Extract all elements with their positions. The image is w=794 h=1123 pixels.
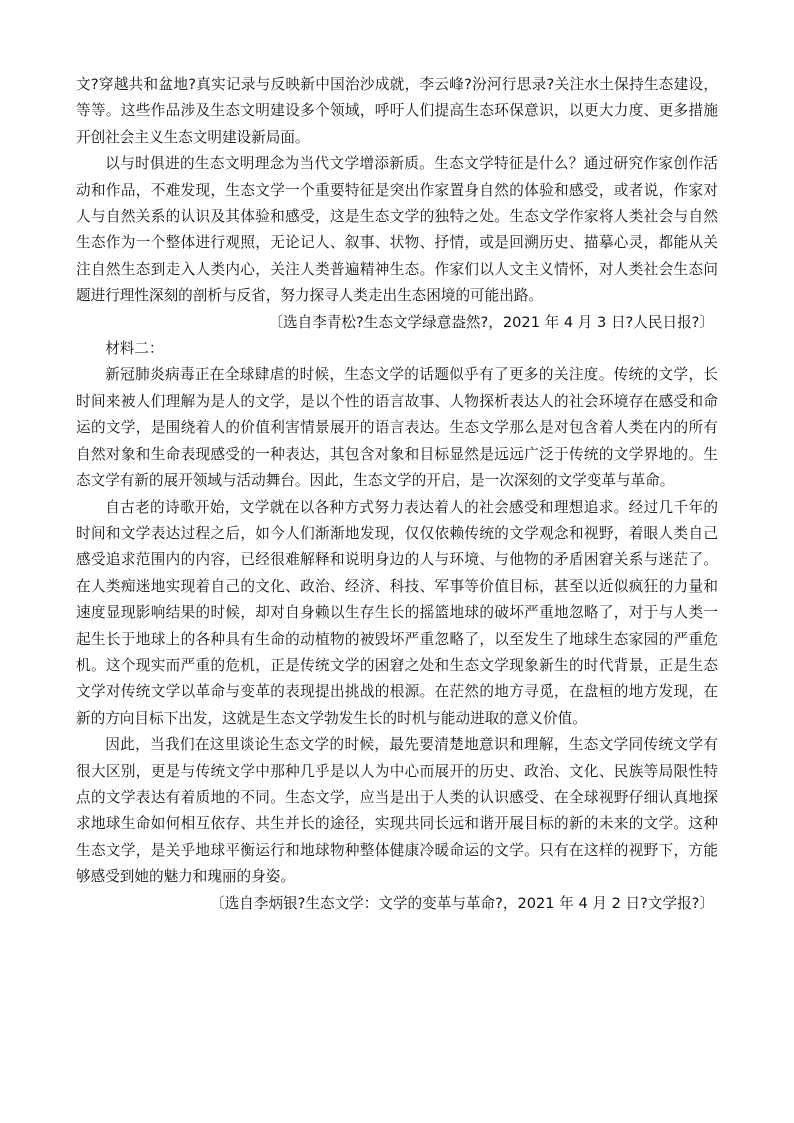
material-two-heading: 材料二： [105, 340, 164, 358]
paragraph-distinction: 因此，当我们在这里谈论生态文学的时候，最先要清楚地意识和理解，生态文学同传统文学有很大区别，更是与传统文学中那种几乎是以人为中心而展开的历史、政治、文化、民族等局限性特点的文学表达有着质地的不同。生态文学，应当是出于人类的认识感受、在全球视野仔细认真地探求地球生命如何相互依存、共生并长的途径，实现共同长远和谐开展目标的新的未来的文学。这种生态文学，是关乎地球平衡运行和地球物种整体健康冷暖命运的文学。只有在这样的视野下，方能够感受到她的魅力和瑰丽的身姿。 [76, 736, 718, 886]
paragraph-ancient-poetry: 自古老的诗歌开始，文学就在以各种方式努力表达着人的社会感受和理想追求。经过几千年的时间和文学表达过程之后，如今人们渐渐地发现，仅仅依赖传统的文学观念和视野，着眼人类自己感受追求范围内的内容，已经很难解释和说明身边的人与环境、与他物的矛盾困窘关系与迷茫了。在人类痴迷地实现着自己的文化、政治、经济、科技、军事等价值目标，甚至以近似疯狂的力量和速度显现影响结果的时候，却对自身赖以生存生长的摇篮地球的破坏严重地忽略了，对于与人类一起生长于地球上的各种具有生命的动植物的被毁坏严重忽略了，以至发生了地球生态家园的严重危机。这个现实而严重的危机，正是传统文学的困窘之处和生态文学现象新生的时代背景，正是生态文学对传统文学以革命与变革的表现提出挑战的根源。在茫然的地方寻觅，在盘桓的地方发现，在新的方向目标下出发，这就是生态文学勃发生长的时机与能动进取的意义价值。 [76, 498, 718, 727]
paragraph-intro-continued: 文?穿越共和盆地?真实记录与反映新中国治沙成就，李云峰?汾河行思录?关注水土保持生态建设，等等。这些作品涉及生态文明建设多个领域，呼吁人们提高生态环保意识，以更大力度、更多措施开创社会主义生态文明建设新局面。 [76, 76, 718, 146]
paragraph-ecological-features: 以与时俱进的生态文明理念为当代文学增添新质。生态文学特征是什么？通过研究作家创作活动和作品，不难发现，生态文学一个重要特征是突出作家置身自然的体验和感受，或者说，作家对人与自然关系的认识及其体验和感受，这是生态文学的独特之处。生态文学作家将人类社会与自然生态作为一个整体进行观照，无论记人、叙事、状物、抒情，或是回溯历史、描摹心灵，都能从关注自然生态到走入人类内心，关注人类普遍精神生态。作家们以人文主义情怀，对人类社会生态问题进行理性深刻的剖析与反省，努力探寻人类走出生态困境的可能出路。 [76, 155, 718, 305]
source-citation-one: 〔选自李青松?生态文学绿意盎然?，2021 年 4 月 3 日?人民日报?〕 [268, 313, 714, 331]
paragraph-covid-ecology: 新冠肺炎病毒正在全球肆虐的时候，生态文学的话题似乎有了更多的关注度。传统的文学，长时间来被人们理解为是人的文学，是以个性的语言故事、人物探析表达人的社会环境存在感受和命运的文学，是围绕着人的价值利害情景展开的语言表达。生态文学那么是对包含着人类在内的所有自然对象和生命表现感受的一种表达，其包含对象和目标显然是远远广泛于传统的文学界地的。生态文学有新的展开领域与活动舞台。因此，生态文学的开启，是一次深刻的文学变革与革命。 [76, 366, 718, 490]
source-citation-two: 〔选自李炳银?生态文学：文学的变革与革命?，2021 年 4 月 2 日?文学报?〕 [210, 894, 714, 912]
